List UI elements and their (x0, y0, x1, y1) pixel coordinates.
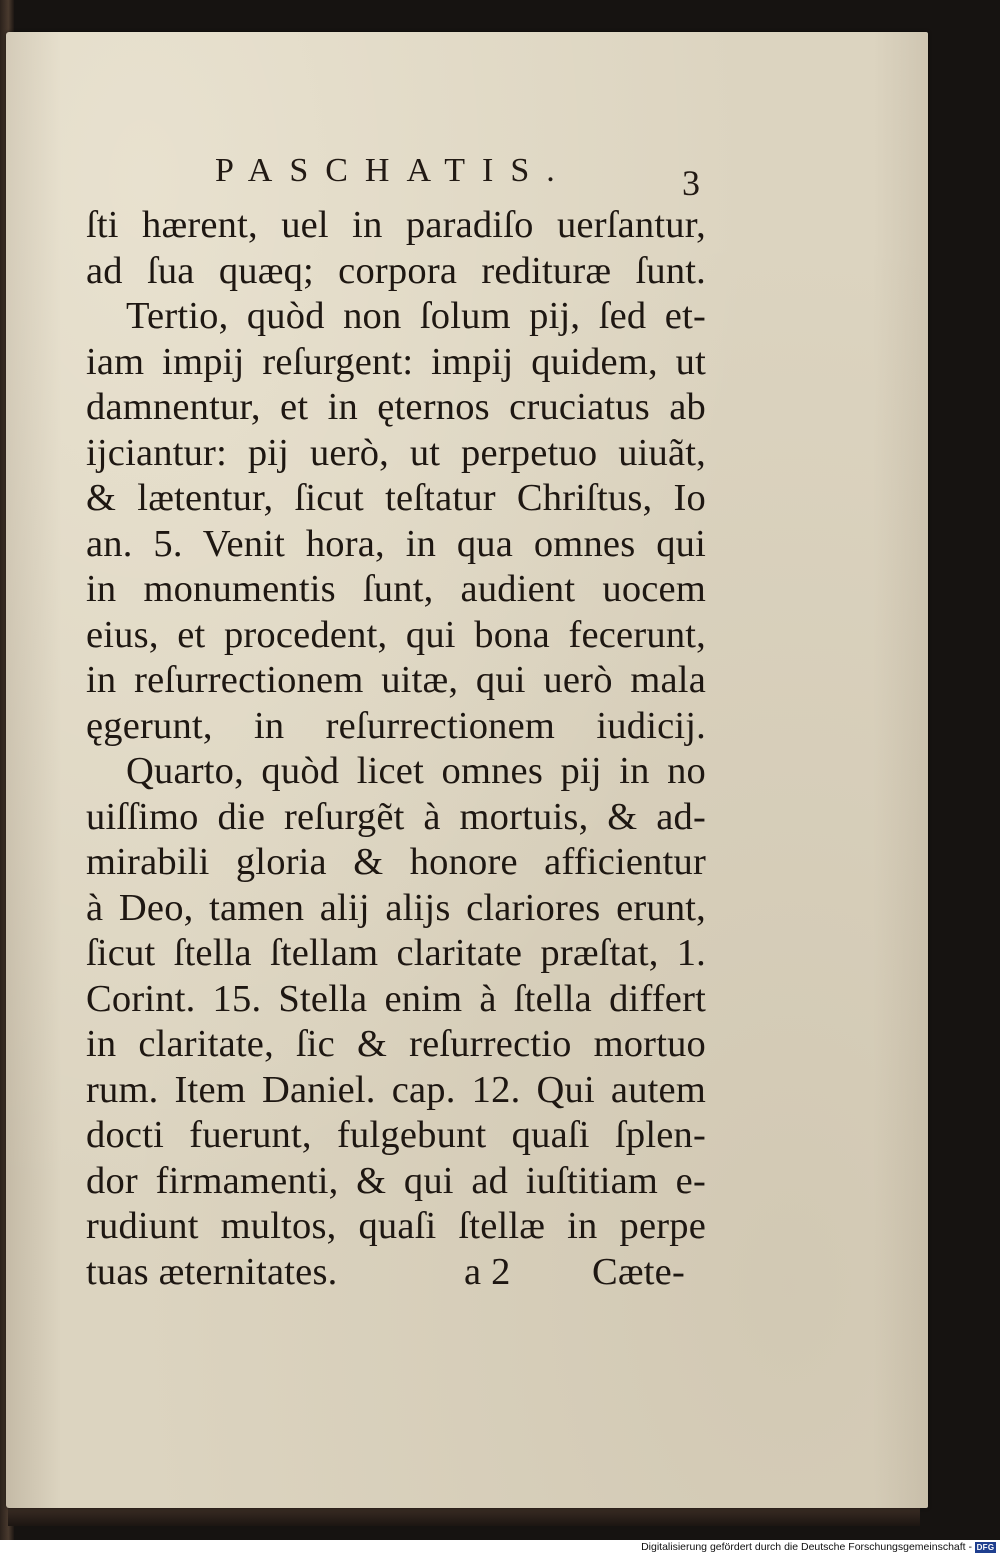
text-line: an. 5. Venit hora, in qua omnes qui (86, 522, 706, 565)
text-line: mirabili gloria & honore afficientur (86, 841, 706, 883)
page-bottom-edge (8, 1506, 920, 1526)
text-line: Quarto, quòd licet omnes pij in no (126, 750, 706, 792)
text-line: in reſurrectionem uitæ, qui uerò mala (86, 659, 706, 701)
text-line: dor firmamenti, & qui ad iuſtitiam e- (86, 1159, 706, 1202)
text-line: iam impij reſurgent: impij quidem, ut (86, 340, 706, 383)
text-line: in claritate, ſic & reſurrectio mortuo (86, 1023, 706, 1065)
text-line: in monumentis ſunt, audient uocem (86, 568, 706, 610)
last-text-line (86, 1250, 706, 1296)
text-line: uiſſimo die reſurgẽt à mortuis, & ad- (86, 795, 706, 838)
dfg-logo-icon: DFG (976, 1543, 995, 1552)
page-header (0, 152, 1000, 202)
catchword: Cæte- (592, 1250, 685, 1293)
text-line: eius, et procedent, qui bona fecerunt, (86, 613, 706, 656)
text-line: Tertio, quòd non ſolum pij, ſed et- (126, 295, 706, 337)
running-head: PASCHATIS. (215, 152, 572, 189)
text-line: ſti hærent, uel in paradiſo uerſantur, (86, 204, 706, 246)
text-line: rudiunt multos, quaſi ſtellæ in perpe (86, 1205, 706, 1247)
text-line: ęgerunt, in reſurrectionem iudicij. (86, 704, 706, 747)
text-line: ſicut ſtella ſtellam claritate præſtat, 1. (86, 932, 706, 974)
funding-credit: Digitalisierung gefördert durch die Deutsche Forschungsgemeinschaft - (641, 1541, 972, 1553)
text-line: docti fuerunt, fulgebunt quaſi ſplen- (86, 1114, 706, 1156)
text-line: tuas æternitates. (86, 1250, 338, 1293)
footer-bar (0, 1540, 1000, 1555)
text-line: ijciantur: pij uerò, ut perpetuo uiuãt, (86, 431, 706, 474)
text-line: rum. Item Daniel. cap. 12. Qui autem (86, 1068, 706, 1111)
text-line: ad ſua quæq; corpora redituræ ſunt. (86, 249, 706, 292)
signature-mark: a 2 (464, 1250, 511, 1293)
body-text (86, 203, 706, 1295)
text-line: à Deo, tamen alij alijs clariores erunt, (86, 886, 706, 929)
text-line: Corint. 15. Stella enim à ſtella differt (86, 977, 706, 1020)
text-line: & lætentur, ſicut teſtatur Chriſtus, Io (86, 477, 706, 519)
text-line: damnentur, et in ęternos cruciatus ab (86, 386, 706, 428)
page-number: 3 (682, 163, 700, 203)
